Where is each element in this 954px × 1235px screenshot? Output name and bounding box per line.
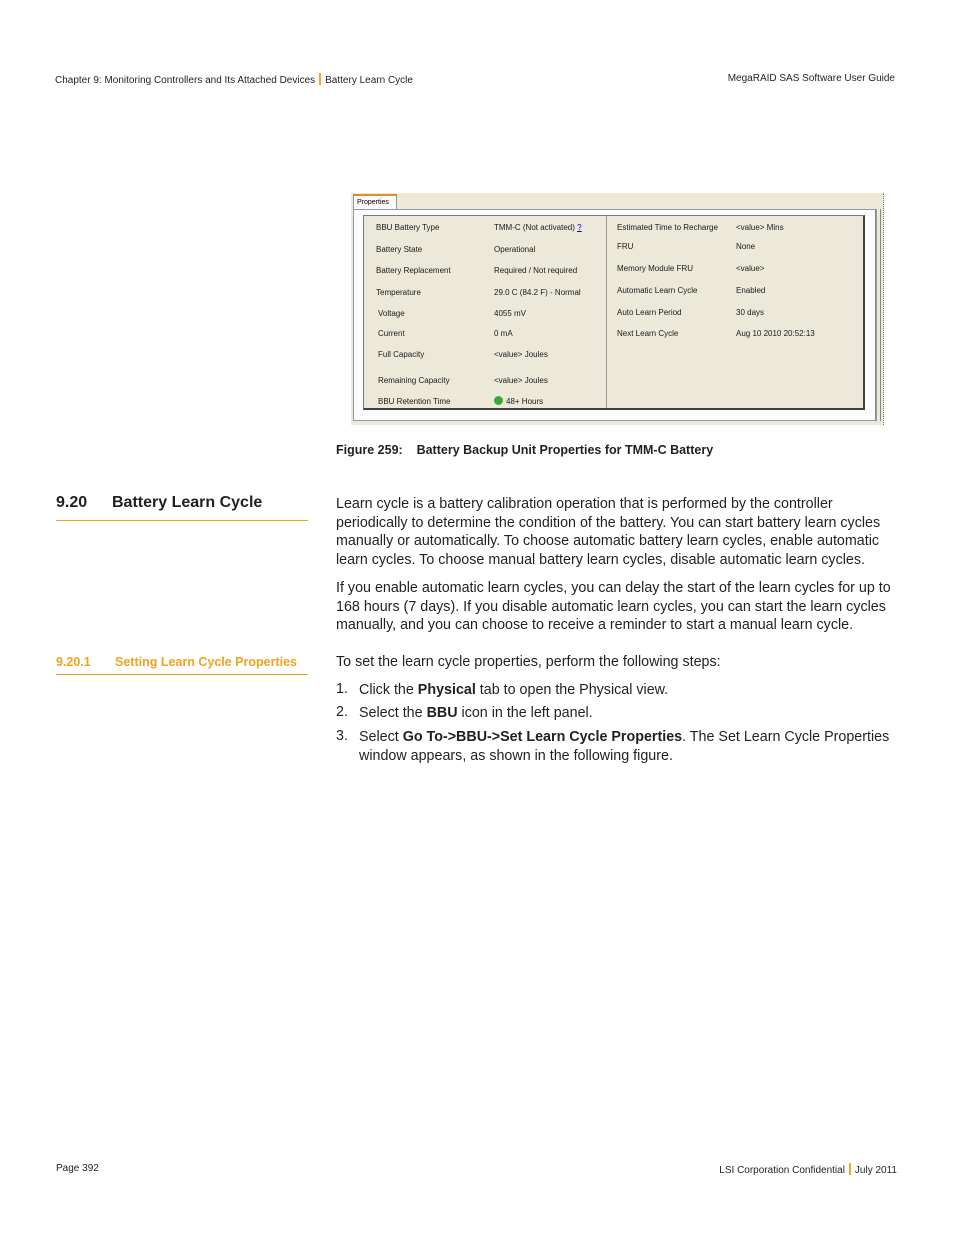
label-bbu-retention-time: BBU Retention Time (378, 397, 451, 406)
label-remaining-capacity: Remaining Capacity (378, 376, 450, 385)
footer-right (719, 1163, 897, 1176)
column-divider (606, 216, 607, 408)
step-2 (359, 704, 899, 723)
battery-type-help-link[interactable]: ? (577, 223, 582, 232)
section-number: 9.20 (56, 494, 88, 511)
section-title: Battery Learn Cycle (112, 494, 263, 511)
value-automatic-learn-cycle: Enabled (736, 286, 766, 295)
label-temperature: Temperature (376, 288, 421, 297)
step-1 (359, 681, 899, 700)
label-estimated-time-to-recharge: Estimated Time to Recharge (617, 223, 718, 232)
label-full-capacity: Full Capacity (378, 350, 425, 359)
step-3-menu-path: Go To->BBU->Set Learn Cycle Properties (402, 729, 683, 745)
step-1-physical-tab: Physical (417, 682, 476, 698)
footer-divider (849, 1163, 851, 1175)
properties-panel (353, 209, 877, 421)
value-bbu-retention-time-text: 48+ Hours (506, 397, 544, 406)
label-current: Current (378, 329, 405, 338)
label-bbu-battery-type: BBU Battery Type (376, 223, 440, 232)
running-header-left (55, 73, 413, 86)
value-bbu-battery-type (494, 223, 582, 232)
value-remaining-capacity: <value> Joules (494, 376, 548, 385)
properties-group (363, 215, 865, 410)
footer-page-number: Page 392 (56, 1163, 99, 1174)
value-bbu-battery-type-text: TMM-C (Not activated) (494, 223, 575, 232)
status-ok-icon (494, 396, 503, 405)
header-divider (319, 73, 321, 85)
value-voltage: 4055 mV (494, 309, 527, 318)
step-3-number: 3. (336, 728, 348, 744)
header-chapter: Chapter 9: Monitoring Controllers and Its Attached Devices (55, 75, 316, 86)
step-3-post: . The Set Learn Cycle Properties window appears, as shown in the following figure. (359, 729, 890, 764)
label-automatic-learn-cycle: Automatic Learn Cycle (617, 286, 698, 295)
subsection-intro: To set the learn cycle properties, perform the following steps: (336, 654, 721, 670)
value-temperature: 29.0 C (84.2 F) - Normal (494, 288, 581, 297)
value-memory-module-fru: <value> (736, 264, 765, 273)
value-auto-learn-period: 30 days (736, 308, 765, 317)
subsection-title: Setting Learn Cycle Properties (115, 655, 298, 669)
value-current: 0 mA (494, 329, 513, 338)
step-2-pre: Select the (359, 705, 427, 721)
value-estimated-time-to-recharge: <value> Mins (736, 223, 784, 232)
label-next-learn-cycle: Next Learn Cycle (617, 329, 679, 338)
section-paragraph-1: Learn cycle is a battery calibration operation that is performed by the controller periodically to determine the condition of the battery. You can start battery learn cycles manually or automatically. To choose automatic battery learn cycles, enable automatic learn cycles. To choose manual battery learn cycles, disable automatic learn cycles. (336, 496, 881, 568)
step-3-pre: Select (359, 729, 403, 745)
label-auto-learn-period: Auto Learn Period (617, 308, 682, 317)
value-bbu-retention-time (494, 396, 543, 406)
footer-date: July 2011 (854, 1165, 897, 1176)
step-2-bbu: BBU (426, 705, 458, 721)
value-battery-replacement: Required / Not required (494, 266, 578, 275)
step-1-pre: Click the (359, 682, 418, 698)
figure-caption: Figure 259: Battery Backup Unit Properties for TMM-C Battery (336, 443, 714, 457)
subsection-rule (56, 674, 308, 675)
subsection-number: 9.20.1 (56, 655, 91, 669)
panel-scrollbar[interactable] (875, 209, 881, 421)
value-full-capacity: <value> Joules (494, 350, 548, 359)
label-battery-state: Battery State (376, 245, 423, 254)
section-paragraph-2: If you enable automatic learn cycles, you can delay the start of the learn cycles for up to 168 hours (7 days). If you disable automatic learn cycles, you can start the learn cycles manually, and you can choose to receive a reminder to start a manual learn cycle. (336, 580, 891, 634)
section-rule (56, 520, 308, 521)
tab-properties[interactable]: Properties (353, 194, 397, 209)
value-battery-state: Operational (494, 245, 536, 254)
step-2-number: 2. (336, 704, 348, 720)
step-1-post: tab to open the Physical view. (475, 682, 669, 698)
label-fru: FRU (617, 242, 634, 251)
label-memory-module-fru: Memory Module FRU (617, 264, 694, 273)
header-guide-title: MegaRAID SAS Software User Guide (727, 73, 895, 84)
value-next-learn-cycle: Aug 10 2010 20:52:13 (736, 329, 815, 338)
value-fru: None (736, 242, 756, 251)
step-1-number: 1. (336, 681, 348, 697)
tab-strip (351, 193, 879, 209)
step-3 (359, 728, 899, 765)
step-2-post: icon in the left panel. (457, 705, 593, 721)
label-battery-replacement: Battery Replacement (376, 266, 451, 275)
header-section: Battery Learn Cycle (325, 75, 413, 86)
bbu-properties-screenshot (351, 193, 884, 425)
label-voltage: Voltage (378, 309, 405, 318)
footer-confidential: LSI Corporation Confidential (719, 1165, 845, 1176)
